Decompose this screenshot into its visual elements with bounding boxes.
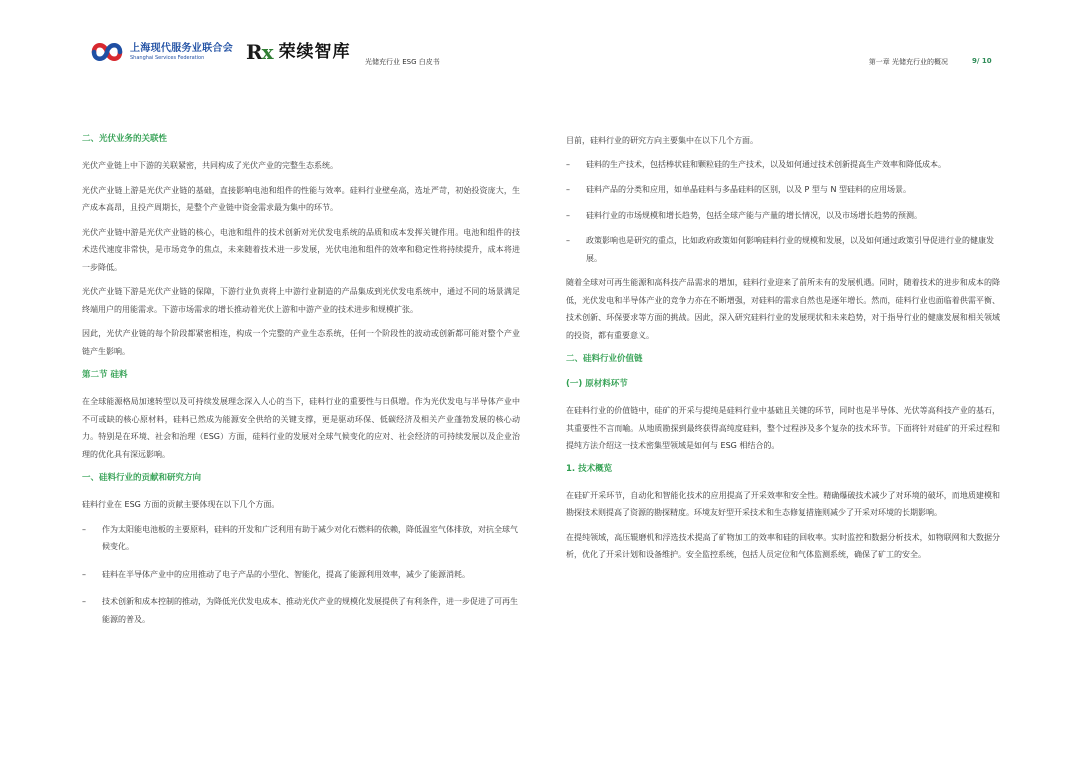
paragraph: 目前，硅料行业的研究方向主要集中在以下几个方面。 xyxy=(566,136,758,145)
section-heading: 二、硅料行业价值链 xyxy=(566,354,643,364)
paragraph: 在提纯领域，高压辊磨机和浮选技术提高了矿物加工的效率和硅的回收率。实时监控和数据分析技术，如物联网和大数据分析，优化了开采计划和设备维护。安全监控系统，包括人员定位和气体监测系统，确保了矿工的安全。 xyxy=(566,532,1000,559)
bullet-dash: – xyxy=(566,236,570,245)
brand-mark: Rx xyxy=(246,40,273,64)
ssf-logo xyxy=(90,40,233,64)
page-header xyxy=(0,0,1080,80)
left-column xyxy=(82,132,520,628)
bullet-dash: – xyxy=(82,597,86,606)
section-heading: 二、光伏业务的关联性 xyxy=(82,134,168,144)
ssf-logo-icon xyxy=(90,40,124,64)
bullet-dash: – xyxy=(82,524,86,534)
paragraph: 在硅料行业的价值链中，硅矿的开采与提纯是硅料行业中基础且关键的环节，同时也是半导体、光伏等高科技产业的基石，其重要性不言而喻。从地质勘探到最终获得高纯度硅料，整个过程涉及多个复杂的技术环节。下面将针对硅矿的开采过程和提纯方法介绍这一技术密集型领域是如何与 ESG 相结合的。 xyxy=(566,406,1000,450)
list-item: – 硅料在半导体产业中的应用推动了电子产品的小型化、智能化，提高了能源利用效率，减少了能源消耗。 xyxy=(82,566,520,584)
section-heading: 第二节 硅料 xyxy=(82,370,128,380)
list-item: – 技术创新和成本控制的推动，为降低光伏发电成本、推动光伏产业的规模化发展提供了有利条件，进一步促进了可再生能源的普及。 xyxy=(82,593,520,628)
section-heading: 一、硅料行业的贡献和研究方向 xyxy=(82,473,202,483)
bullet-dash: – xyxy=(566,210,570,220)
paragraph: 硅料行业在 ESG 方面的贡献主要体现在以下几个方面。 xyxy=(82,500,280,509)
paragraph: 在硅矿开采环节，自动化和智能化技术的应用提高了开采效率和安全性。精确爆破技术减少了对环境的破坏，而地质建模和勘探技术则提高了资源的勘探精度。环境友好型开采技术和生态修复措施则减少了开采对环境的长期影响。 xyxy=(566,490,1000,517)
paragraph: 因此，光伏产业链的每个阶段都紧密相连，构成一个完整的产业生态系统，任何一个阶段性的波动或创新都可能对整个产业链产生影响。 xyxy=(82,329,520,356)
list-item: – 硅料的生产技术，包括棒状硅和颗粒硅的生产技术，以及如何通过技术创新提高生产效率和降低成本。 xyxy=(566,156,1000,174)
paragraph: 在全球能源格局加速转型以及可持续发展理念深入人心的当下，硅料行业的重要性与日俱增。作为光伏发电与半导体产业中不可或缺的核心原材料，硅料已然成为能源安全供给的关键支撑，更是驱动环保、低碳经济及相关产业蓬勃发展的核心动力。特别是在环境、社会和治理（ESG）方面，硅料行业的发展对全球气候变化的应对、社会经济的可持续发展以及企业治理的优化具有深远影响。 xyxy=(82,397,520,459)
org-name-cn: 上海现代服务业联合会 xyxy=(130,42,233,54)
paragraph: 光伏产业链中游是光伏产业链的核心，电池和组件的技术创新对光伏发电系统的品质和成本发挥关键作用。电池和组件的技术迭代速度非常快，是市场竞争的焦点，未来随着技术进一步发展，光伏电池和组件的效率和稳定性将持续提升，成本将进一步降低。 xyxy=(82,227,520,272)
paragraph: 光伏产业链上游是光伏产业链的基础，直接影响电池和组件的性能与效率。硅料行业壁垒高，选址严苛，初始投资庞大，生产成本高昂，且投产周期长，是整个产业链中资金需求最为集中的环节。 xyxy=(82,185,520,212)
list-item: – 作为太阳能电池板的主要原料，硅料的开发和广泛利用有助于减少对化石燃料的依赖，降低温室气体排放，对抗全球气候变化。 xyxy=(82,521,520,556)
list-item: – 硅料行业的市场规模和增长趋势，包括全球产能与产量的增长情况，以及市场增长趋势的预测。 xyxy=(566,207,1000,225)
page-number: 9/ 10 xyxy=(972,57,992,65)
org-name-en: Shanghai Services Federation xyxy=(130,54,205,61)
bullet-dash: – xyxy=(566,159,570,169)
list-item: – 政策影响也是研究的重点，比如政府政策如何影响硅料行业的规模和发展，以及如何通过政策引导促进行业的健康发展。 xyxy=(566,232,1000,267)
list-item: – 硅料产品的分类和应用，如单晶硅料与多晶硅料的区别，以及 P 型与 N 型硅料的应用场景。 xyxy=(566,181,1000,199)
paragraph: 光伏产业链下游是光伏产业链的保障，下游行业负责将上中游行业制造的产品集成到光伏发电系统中，通过不同的场景满足终端用户的用能需求。下游市场需求的增长推动着光伏上游和中游产业的技术进步和规模扩张。 xyxy=(82,287,520,314)
right-column xyxy=(566,132,1000,564)
bullet-dash: – xyxy=(566,185,570,194)
bullet-dash: – xyxy=(82,569,86,579)
subsection-heading: 1. 技术概览 xyxy=(566,463,613,474)
brand-logo xyxy=(246,40,351,64)
paragraph: 光伏产业链上中下游的关联紧密，共同构成了光伏产业的完整生态系统。 xyxy=(82,161,338,170)
brand-name: 荣续智库 xyxy=(278,42,351,62)
paragraph: 随着全球对可再生能源和高科技产品需求的增加，硅料行业迎来了前所未有的发展机遇。同时，随着技术的进步和成本的降低，光伏发电和半导体产业的竞争力亦在不断增强，对硅料的需求自然也是逐年增长。然而，硅料行业也面临着供需平衡、技术创新、环保要求等方面的挑战。因此，深入研究硅料行业的发展现状和未来趋势，对于指导行业的健康发展和相关领域的投资，都有重要意义。 xyxy=(566,278,1000,340)
document-title: 光储充行业 ESG 白皮书 xyxy=(365,58,440,66)
chapter-title: 第一章 光储充行业的概况 xyxy=(868,58,948,66)
subsection-heading: (一) 原材料环节 xyxy=(566,379,628,389)
